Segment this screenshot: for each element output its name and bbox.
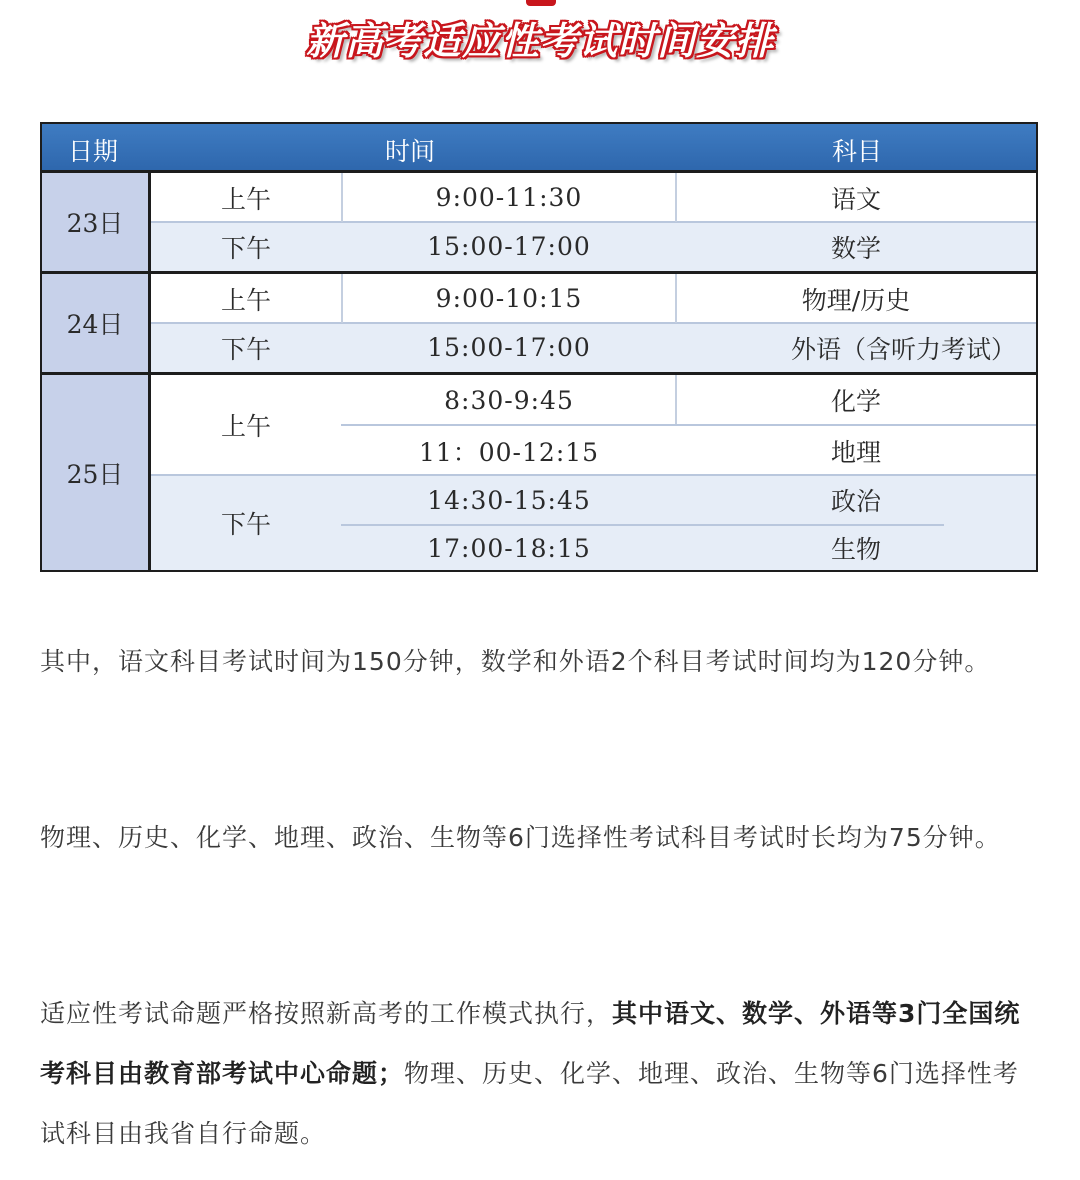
time-cell: 15:00-17:00	[427, 333, 591, 362]
subject-cell: 语文	[830, 184, 881, 214]
subject-cell: 生物	[830, 535, 881, 564]
subject-cell: 数学	[830, 233, 881, 263]
period-cell: 上午	[220, 412, 271, 441]
time-cell: 11：00-12:15	[418, 437, 600, 467]
header-date: 日期	[68, 137, 119, 166]
time-cell: 17:00-18:15	[427, 533, 591, 563]
time-cell: 9:00-10:15	[435, 284, 583, 313]
time-cell: 15:00-17:00	[427, 232, 591, 261]
subject-cell: 外语（含听力考试）	[790, 334, 1016, 364]
subject-cell: 化学	[830, 387, 881, 416]
paragraph-question-setting	[40, 984, 1040, 1164]
period-cell: 下午	[220, 510, 271, 539]
exam-schedule-table	[40, 122, 1038, 572]
header-subject: 科目	[832, 137, 883, 166]
title-accent-mark	[526, 0, 556, 6]
header-time: 时间	[385, 137, 436, 166]
day-cell-23: 23日	[42, 173, 151, 271]
paragraph-bold-text: 其中语文、数学、外语等3门全国统考科目由教育部考试中心命题；	[40, 999, 1021, 1088]
day-cell-24: 24日	[42, 274, 151, 372]
subject-cell: 政治	[830, 487, 881, 516]
time-cell: 14:30-15:45	[427, 485, 591, 515]
paragraph-text: 物理、历史、化学、地理、政治、生物等6门选择性考试科目由我省自行命题。	[40, 1059, 1019, 1148]
paragraph-text: 适应性考试命题严格按照新高考的工作模式执行，	[40, 999, 613, 1028]
paragraph-elective-duration: 物理、历史、化学、地理、政治、生物等6门选择性考试科目考试时长均为75分钟。	[40, 823, 1001, 852]
day-cell-25: 25日	[42, 375, 151, 570]
period-cell: 下午	[220, 233, 271, 263]
period-cell: 上午	[220, 184, 271, 214]
table-header-row	[42, 124, 1036, 173]
period-cell: 上午	[220, 285, 271, 315]
subject-cell: 物理/历史	[801, 285, 911, 315]
subject-cell: 地理	[830, 437, 881, 467]
paragraph-exam-duration: 其中，语文科目考试时间为150分钟，数学和外语2个科目考试时间均为120分钟。	[40, 647, 991, 676]
page-title: 新高考适应性考试时间安排	[305, 19, 774, 63]
time-cell: 8:30-9:45	[444, 385, 574, 415]
time-cell: 9:00-11:30	[435, 183, 583, 212]
period-cell: 下午	[220, 334, 271, 364]
